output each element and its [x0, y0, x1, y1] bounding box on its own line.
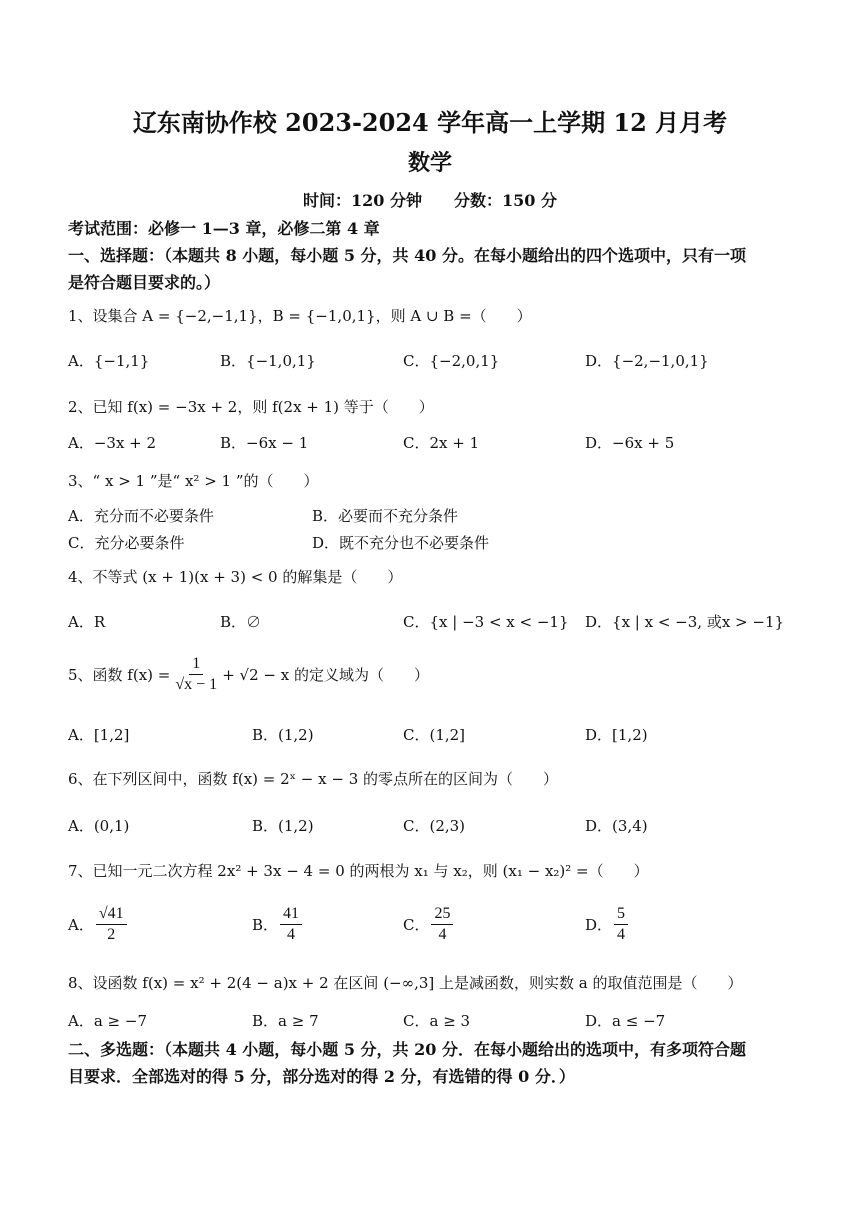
section2-heading-1: 二、多选题：（本题共 4 小题，每小题 5 分，共 20 分．在每小题给出的选项中，有多项符合题 [68, 1040, 746, 1059]
question-7-option-b-fraction [280, 904, 302, 945]
question-7-option-d-fraction [614, 904, 628, 945]
question-7-option-b [252, 904, 304, 945]
section1-heading-2: 是符合题目要求的。） [68, 273, 221, 292]
question-2-option-c: C．2x + 1 [403, 434, 480, 452]
question-6-stem: 6、在下列区间中，函数 f(x) = 2ˣ − x − 3 的零点所在的区间为（ ） [68, 770, 559, 788]
section1-heading-1: 一、选择题：（本题共 8 小题，每小题 5 分，共 40 分。在每小题给出的四个选项中，只有一项 [68, 246, 746, 265]
question-5-stem [68, 654, 429, 695]
question-5-fraction-numerator: 1 [189, 654, 203, 675]
page-title: 辽东南协作校 2023-2024 学年高一上学期 12 月月考 [132, 108, 728, 137]
question-5-fraction [172, 654, 220, 695]
question-7-option-c-label: C． [403, 916, 430, 934]
section2-heading-2: 目要求．全部选对的得 5 分，部分选对的得 2 分，有选错的得 0 分．） [68, 1067, 575, 1086]
question-1-option-b: B．{−1,0,1} [220, 352, 316, 370]
question-7-option-d-denominator: 4 [617, 926, 626, 943]
question-5-fraction-denominator: √x − 1 [175, 676, 218, 693]
question-2-option-a: A．−3x + 2 [68, 434, 157, 452]
question-7-option-d [585, 904, 630, 945]
question-7-option-c [403, 904, 455, 945]
question-7-stem: 7、已知一元二次方程 2x² + 3x − 4 = 0 的两根为 x₁ 与 x₂，则 (x₁ − x₂)² =（ ） [68, 862, 649, 880]
question-4-option-a: A．R [68, 613, 106, 631]
question-1-stem: 1、设集合 A = {−2,−1,1}，B = {−1,0,1}，则 A ∪ B =（ ） [68, 307, 532, 325]
question-3-option-b: B．必要而不充分条件 [312, 507, 459, 525]
question-7-option-b-label: B． [252, 916, 279, 934]
question-4-option-c: C．{x | −3 < x < −1} [403, 613, 569, 631]
time-score: 时间：120 分钟 分数：150 分 [303, 191, 557, 210]
question-7-option-c-denominator: 4 [438, 926, 447, 943]
question-3-option-d: D．既不充分也不必要条件 [312, 534, 490, 552]
question-1-option-c: C．{−2,0,1} [403, 352, 500, 370]
question-5-option-a: A．[1,2] [68, 726, 130, 744]
question-5-option-b: B．(1,2) [252, 726, 314, 744]
question-3-stem: 3、“ x > 1 ”是“ x² > 1 ”的（ ） [68, 472, 319, 490]
question-7-option-c-fraction [431, 904, 453, 945]
question-2-option-b: B．−6x − 1 [220, 434, 309, 452]
question-6-option-a: A．(0,1) [68, 817, 130, 835]
question-5-stem-suffix: + √2 − x 的定义域为（ ） [222, 666, 429, 684]
subject-title: 数学 [407, 150, 452, 176]
question-6-option-c: C．(2,3) [403, 817, 466, 835]
exam-scope: 考试范围：必修一 1—3 章，必修二第 4 章 [68, 219, 380, 238]
question-7-option-c-numerator: 25 [431, 904, 453, 925]
question-7-option-a-numerator: √41 [96, 904, 127, 925]
question-7-option-b-denominator: 4 [287, 926, 296, 943]
question-8-option-d: D．a ≤ −7 [585, 1012, 666, 1030]
question-6-option-b: B．(1,2) [252, 817, 314, 835]
question-8-option-b: B．a ≥ 7 [252, 1012, 319, 1030]
question-7-option-a-denominator: 2 [107, 926, 116, 943]
question-3-option-a: A．充分而不必要条件 [68, 507, 214, 525]
question-2-stem: 2、已知 f(x) = −3x + 2，则 f(2x + 1) 等于（ ） [68, 398, 434, 416]
question-7-option-d-numerator: 5 [614, 904, 628, 925]
question-4-option-b: B．∅ [220, 613, 262, 631]
question-1-option-d: D．{−2,−1,0,1} [585, 352, 709, 370]
question-6-option-d: D．(3,4) [585, 817, 648, 835]
question-7-option-b-numerator: 41 [280, 904, 302, 925]
question-3-option-c: C．充分必要条件 [68, 534, 185, 552]
question-1-option-a: A．{−1,1} [68, 352, 150, 370]
question-8-option-c: C．a ≥ 3 [403, 1012, 471, 1030]
question-5-stem-prefix: 5、函数 f(x) = [68, 666, 171, 684]
question-4-stem: 4、不等式 (x + 1)(x + 3) < 0 的解集是（ ） [68, 568, 403, 586]
question-4-option-d: D．{x | x < −3, 或x > −1} [585, 613, 785, 631]
question-8-stem: 8、设函数 f(x) = x² + 2(4 − a)x + 2 在区间 (−∞,3] 上是减函数，则实数 a 的取值范围是（ ） [68, 974, 743, 992]
question-7-option-a [68, 904, 129, 945]
question-5-option-c: C．(1,2] [403, 726, 466, 744]
question-2-option-d: D．−6x + 5 [585, 434, 675, 452]
question-8-option-a: A．a ≥ −7 [68, 1012, 147, 1030]
question-5-option-d: D．[1,2) [585, 726, 648, 744]
question-7-option-a-label: A． [68, 916, 94, 934]
question-7-option-d-label: D． [585, 916, 613, 934]
question-7-option-a-fraction [96, 904, 127, 945]
